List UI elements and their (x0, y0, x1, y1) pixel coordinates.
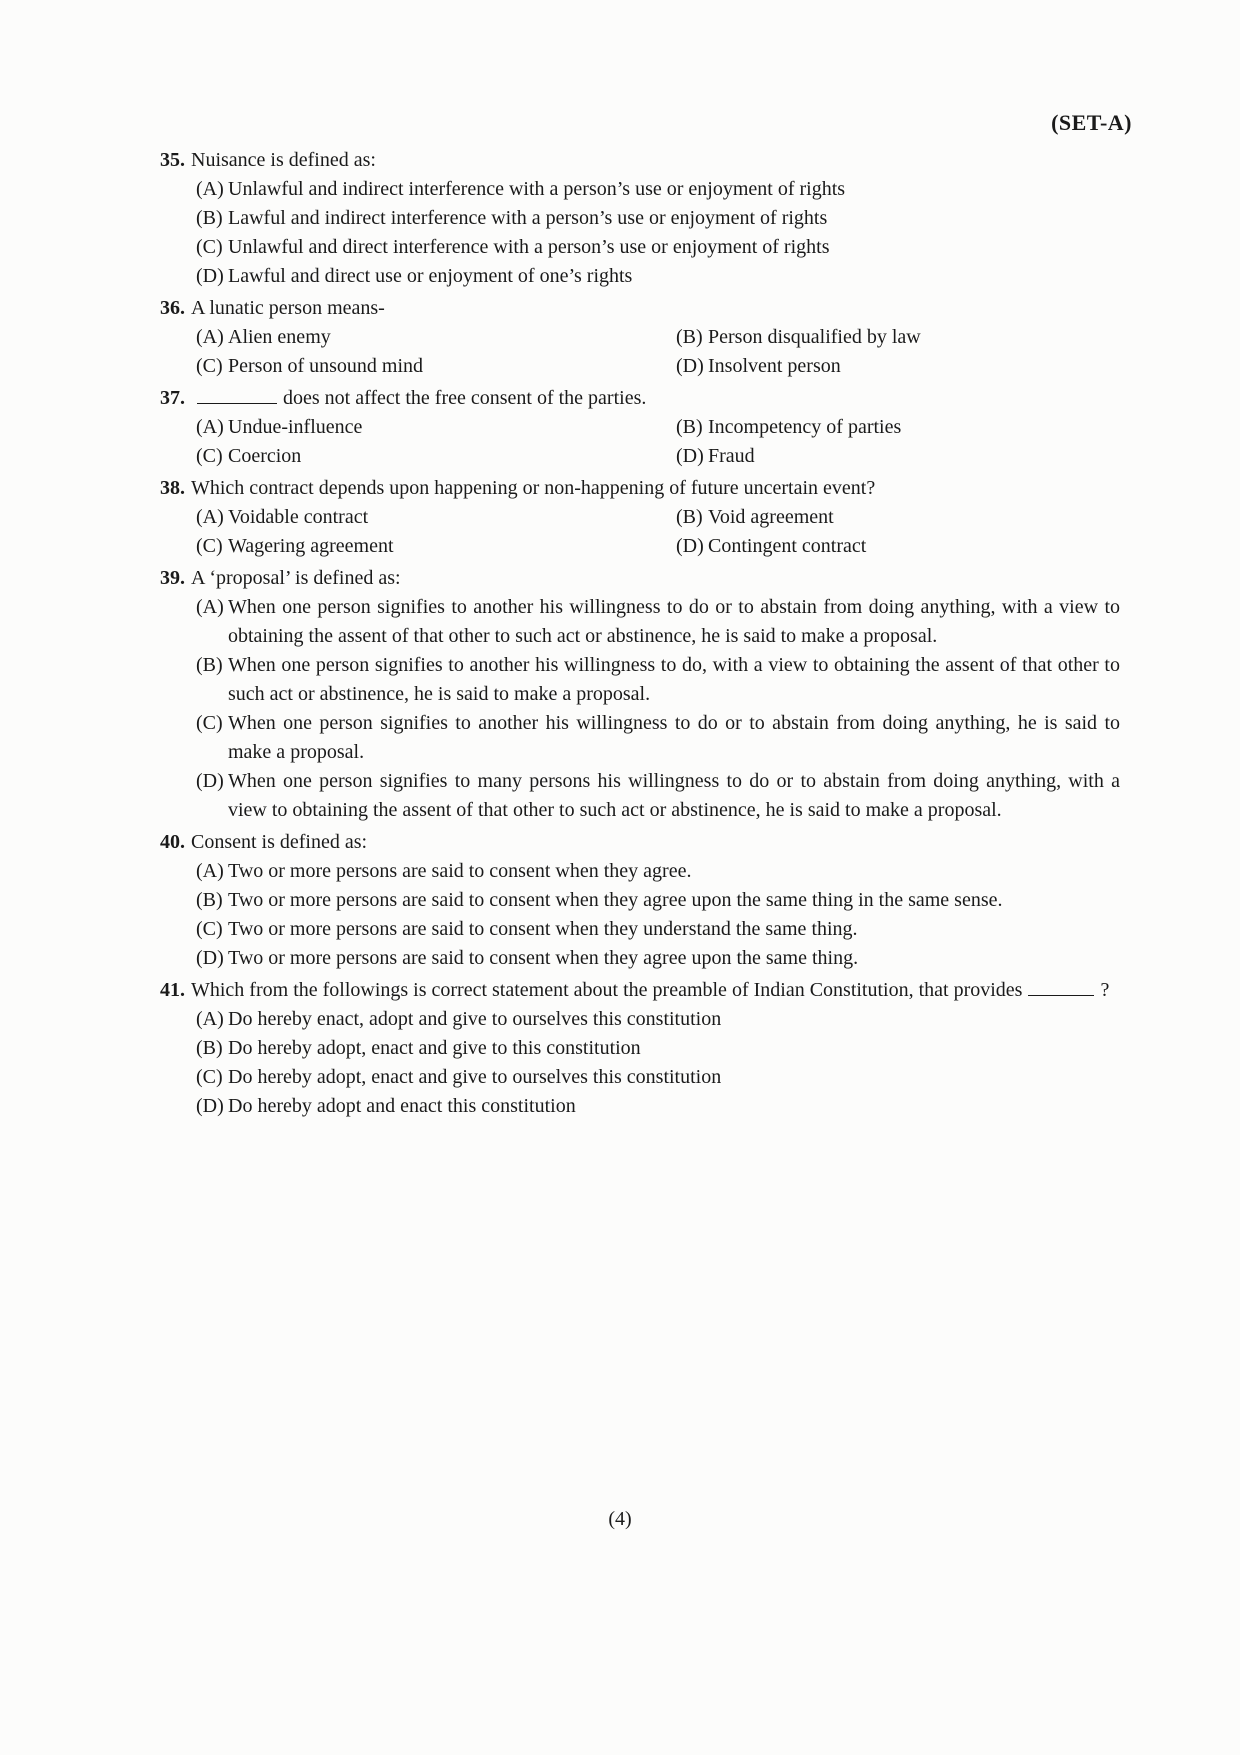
option-letter: (D) (196, 1095, 224, 1117)
answer-blank (197, 385, 277, 404)
question-text (191, 384, 1120, 413)
option-d (196, 767, 1120, 825)
option-letter: (D) (676, 445, 704, 467)
option-text: Two or more persons are said to consent when they agree upon the same thing. (228, 947, 859, 969)
option-letter: (A) (196, 506, 224, 528)
question-number: 40. (160, 831, 185, 853)
question-list (160, 146, 1120, 1124)
option-a (196, 413, 676, 442)
question-37 (160, 384, 1120, 471)
option-letter: (A) (196, 1008, 224, 1030)
option-letter: (B) (196, 1037, 223, 1059)
option-letter: (B) (196, 889, 223, 911)
option-b (676, 323, 1116, 352)
option-letter: (C) (196, 236, 223, 258)
option-a (196, 503, 676, 532)
option-c (196, 352, 676, 381)
option-letter: (A) (196, 326, 224, 348)
question-text-end: ? (1100, 979, 1110, 1001)
option-a (196, 175, 1120, 204)
question-38 (160, 474, 1120, 561)
option-list (196, 175, 1120, 291)
option-grid (196, 413, 1120, 471)
option-letter: (C) (196, 1066, 223, 1088)
option-text: Voidable contract (228, 506, 369, 528)
option-a (196, 323, 676, 352)
option-b (196, 886, 1120, 915)
option-text: Coercion (228, 445, 302, 467)
option-text: Alien enemy (228, 326, 331, 348)
option-a (196, 1005, 1120, 1034)
option-d (196, 944, 1120, 973)
option-c (196, 532, 676, 561)
option-c (196, 915, 1120, 944)
option-text: When one person signifies to another his willingness to do or to abstain from doing anything, he is said to make a proposal. (228, 712, 1120, 763)
option-letter: (C) (196, 355, 223, 377)
option-text: Undue-influence (228, 416, 363, 438)
option-text: Two or more persons are said to consent when they agree. (228, 860, 692, 882)
option-letter: (B) (676, 416, 703, 438)
option-text: Unlawful and indirect interference with a person’s use or enjoyment of rights (228, 178, 846, 200)
option-text: Two or more persons are said to consent when they understand the same thing. (228, 918, 858, 940)
option-list (196, 593, 1120, 825)
question-number: 35. (160, 149, 185, 171)
option-text: Person disqualified by law (708, 326, 921, 348)
option-c (196, 233, 1120, 262)
option-text: Void agreement (708, 506, 834, 528)
option-letter: (A) (196, 178, 224, 200)
option-d (676, 532, 1116, 561)
option-text: Person of unsound mind (228, 355, 423, 377)
option-letter: (D) (196, 770, 224, 792)
question-40 (160, 828, 1120, 973)
question-text: A lunatic person means- (191, 297, 385, 319)
option-letter: (C) (196, 445, 223, 467)
option-d (196, 262, 1120, 291)
question-text: Nuisance is defined as: (191, 149, 376, 171)
question-text: Consent is defined as: (191, 831, 368, 853)
question-number: 37. (160, 387, 185, 409)
option-c (196, 1063, 1120, 1092)
question-number: 38. (160, 477, 185, 499)
option-text: Do hereby adopt and enact this constitution (228, 1095, 576, 1117)
option-letter: (D) (196, 265, 224, 287)
option-b (196, 651, 1120, 709)
option-a (196, 593, 1120, 651)
option-letter: (D) (196, 947, 224, 969)
option-text: Wagering agreement (228, 535, 394, 557)
option-text: Lawful and indirect interference with a person’s use or enjoyment of rights (228, 207, 828, 229)
option-text: Insolvent person (708, 355, 841, 377)
option-text: Do hereby enact, adopt and give to ourselves this constitution (228, 1008, 722, 1030)
question-text: A ‘proposal’ is defined as: (191, 567, 401, 589)
option-letter: (C) (196, 535, 223, 557)
question-text: Which contract depends upon happening or non-happening of future uncertain event? (191, 477, 876, 499)
question-stem (160, 564, 1120, 593)
question-number: 36. (160, 297, 185, 319)
question-39 (160, 564, 1120, 825)
answer-blank (1028, 977, 1094, 996)
option-text: Lawful and direct use or enjoyment of one’s rights (228, 265, 633, 287)
question-stem (160, 474, 1120, 503)
page-number: (4) (608, 1508, 632, 1530)
option-text: When one person signifies to another his willingness to do, with a view to obtaining the assent of that other to such act or abstinence, he is said to make a proposal. (228, 654, 1120, 705)
option-d (196, 1092, 1120, 1121)
option-text: Do hereby adopt, enact and give to this constitution (228, 1037, 641, 1059)
question-text-main: Which from the followings is correct statement about the preamble of Indian Constitution, that provides (191, 979, 1023, 1001)
question-stem (160, 146, 1120, 175)
question-text (191, 976, 1120, 1005)
option-text: When one person signifies to another his willingness to do or to abstain from doing anything, with a view to obtaining the assent of that other to such act or abstinence, he is said to make a proposal. (228, 596, 1120, 647)
option-letter: (A) (196, 416, 224, 438)
option-letter: (B) (196, 207, 223, 229)
option-grid (196, 503, 1120, 561)
option-b (676, 503, 1116, 532)
option-c (196, 709, 1120, 767)
option-letter: (D) (676, 535, 704, 557)
option-list (196, 1005, 1120, 1121)
option-letter: (C) (196, 918, 223, 940)
option-letter: (A) (196, 596, 224, 618)
option-b (196, 204, 1120, 233)
question-number: 41. (160, 979, 185, 1001)
option-letter: (B) (196, 654, 223, 676)
question-41 (160, 976, 1120, 1121)
option-b (196, 1034, 1120, 1063)
question-stem (160, 294, 1120, 323)
option-letter: (C) (196, 712, 223, 734)
question-number: 39. (160, 567, 185, 589)
option-text: When one person signifies to many persons his willingness to do or to abstain from doing anything, with a view to obtaining the assent of that other to such act or abstinence, he is said to make a proposal. (228, 770, 1120, 821)
option-d (676, 352, 1116, 381)
option-list (196, 857, 1120, 973)
question-stem (160, 976, 1120, 1005)
option-grid (196, 323, 1120, 381)
option-c (196, 442, 676, 471)
option-letter: (B) (676, 506, 703, 528)
option-text: Incompetency of parties (708, 416, 902, 438)
question-stem (160, 384, 1120, 413)
question-stem (160, 828, 1120, 857)
question-35 (160, 146, 1120, 291)
option-text: Fraud (708, 445, 755, 467)
option-text: Do hereby adopt, enact and give to ourselves this constitution (228, 1066, 722, 1088)
option-text: Contingent contract (708, 535, 867, 557)
option-letter: (B) (676, 326, 703, 348)
option-text: Unlawful and direct interference with a person’s use or enjoyment of rights (228, 236, 830, 258)
option-d (676, 442, 1116, 471)
option-text: Two or more persons are said to consent when they agree upon the same thing in the same sense. (228, 889, 1003, 911)
question-36 (160, 294, 1120, 381)
option-a (196, 857, 1120, 886)
question-text-after-blank: does not affect the free consent of the parties. (283, 387, 647, 409)
option-letter: (D) (676, 355, 704, 377)
set-label: (SET-A) (1051, 110, 1132, 135)
option-b (676, 413, 1116, 442)
option-letter: (A) (196, 860, 224, 882)
